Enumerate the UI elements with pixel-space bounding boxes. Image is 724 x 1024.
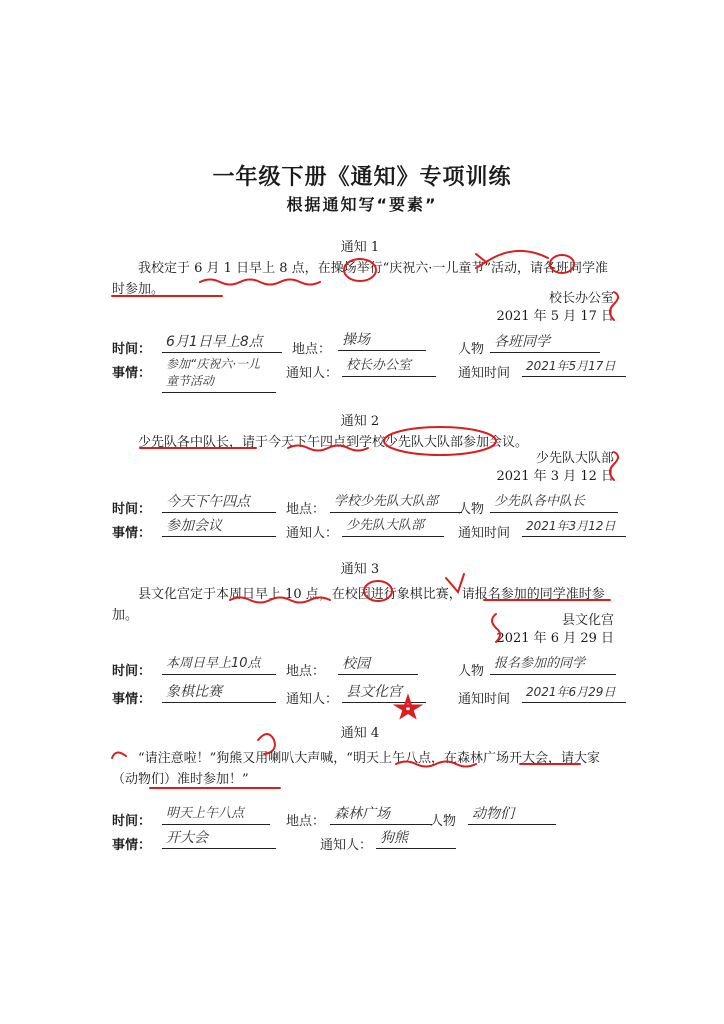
notice-2-time-answer: 今天下午四点 bbox=[162, 492, 276, 513]
notice-2-notice-time-answer: 2021年3月12日 bbox=[522, 516, 626, 537]
notice-2-event-label: 事情： bbox=[112, 526, 152, 541]
notice-4-notifier-label: 通知人： bbox=[320, 838, 373, 853]
notice-1-signature bbox=[450, 290, 614, 326]
notice-2-heading: 通知 2 bbox=[340, 414, 380, 429]
notice-1-date: 2021 年 5 月 17 日 bbox=[496, 309, 614, 324]
notice-3-date: 2021 年 6 月 29 日 bbox=[496, 631, 614, 646]
notice-1-time-label: 时间： bbox=[112, 342, 152, 357]
notice-4-place-label: 地点： bbox=[286, 814, 326, 829]
notice-1-notice-time-label: 通知时间 bbox=[458, 366, 511, 381]
page-title: 一年级下册《通知》专项训练 bbox=[212, 165, 512, 190]
notice-1-people-label: 人物 bbox=[458, 342, 485, 357]
notice-3-event-answer: 象棋比赛 bbox=[162, 682, 276, 703]
notice-2-date: 2021 年 3 月 12 日 bbox=[496, 469, 614, 484]
notice-1-heading: 通知 1 bbox=[340, 240, 380, 255]
notice-4-notifier-answer: 狗熊 bbox=[376, 828, 456, 849]
notice-2-signature bbox=[450, 450, 614, 486]
notice-3-time-label: 时间： bbox=[112, 664, 152, 679]
notice-3-signature bbox=[450, 612, 614, 648]
notice-2-place-label: 地点： bbox=[286, 502, 326, 517]
notice-4-event-label: 事情： bbox=[112, 838, 152, 853]
notice-2-notice-time-label: 通知时间 bbox=[458, 526, 511, 541]
notice-3-signer: 县文化宫 bbox=[561, 613, 614, 628]
notice-4-place-answer: 森林广场 bbox=[330, 804, 432, 825]
notice-1-event-label: 事情： bbox=[112, 366, 152, 381]
notice-1-place-answer: 操场 bbox=[338, 330, 426, 351]
notice-1-notice-time-answer: 2021年5月17日 bbox=[522, 356, 626, 377]
notice-3-heading: 通知 3 bbox=[340, 562, 380, 577]
notice-2-time-label: 时间： bbox=[112, 502, 152, 517]
notice-1-notifier-label: 通知人： bbox=[286, 366, 339, 381]
notice-3-notice-time-answer: 2021年6月29日 bbox=[522, 682, 626, 703]
notice-2-place-answer: 学校少先队大队部 bbox=[330, 492, 462, 513]
notice-1-people-answer: 各班同学 bbox=[490, 332, 600, 353]
notice-1-event-answer: 参加“庆祝六·一儿童节活动 bbox=[162, 356, 276, 393]
notice-4-people-label: 人物 bbox=[430, 814, 457, 829]
notice-4-event-answer: 开大会 bbox=[162, 828, 276, 849]
notice-3-body: 县文化宫定于本周日早上 10 点，在校园进行象棋比赛，请报名参加的同学准时参加。 bbox=[112, 587, 605, 623]
notice-4-people-answer: 动物们 bbox=[468, 804, 556, 825]
page-subtitle: 根据通知写“要素” bbox=[286, 195, 438, 214]
notice-3-people-label: 人物 bbox=[458, 664, 485, 679]
notice-2-event-answer: 参加会议 bbox=[162, 516, 276, 537]
notice-1-notifier-answer: 校长办公室 bbox=[342, 356, 436, 377]
notice-2-people-answer: 少先队各中队长 bbox=[490, 492, 618, 513]
notice-3-notice-time-label: 通知时间 bbox=[458, 692, 511, 707]
notice-2-body: 少先队各中队长，请于今天下午四点到学校少先队大队部参加会议。 bbox=[138, 435, 529, 450]
notice-3-time-answer: 本周日早上10点 bbox=[162, 654, 276, 675]
notice-3-notifier-answer: 县文化宫 bbox=[342, 682, 426, 703]
notice-3-people-answer: 报名参加的同学 bbox=[490, 654, 616, 675]
notice-3-event-label: 事情： bbox=[112, 692, 152, 707]
notice-1-time-answer: 6月1日早上8点 bbox=[162, 332, 282, 353]
notice-2-notifier-label: 通知人： bbox=[286, 526, 339, 541]
notice-3-place-answer: 校园 bbox=[338, 654, 418, 675]
notice-2-notifier-answer: 少先队大队部 bbox=[342, 516, 444, 537]
notice-2-signer: 少先队大队部 bbox=[535, 451, 614, 466]
notice-4-time-label: 时间： bbox=[112, 814, 152, 829]
notice-1-body: 我校定于 6 月 1 日早上 8 点，在操场举行“庆祝六·一儿童节”活动，请各班同学准时参加。 bbox=[112, 261, 609, 297]
notice-4-time-answer: 明天上午八点 bbox=[162, 804, 270, 825]
notice-4-heading: 通知 4 bbox=[340, 726, 380, 741]
notice-3-notifier-label: 通知人： bbox=[286, 692, 339, 707]
notice-2-people-label: 人物 bbox=[458, 502, 485, 517]
notice-1-signer: 校长办公室 bbox=[548, 291, 614, 306]
notice-4-body: “请注意啦！”狗熊又用喇叭大声喊，“明天上午八点，在森林广场开大会，请大家（动物们）准时参加！” bbox=[112, 751, 600, 787]
notice-1-place-label: 地点： bbox=[292, 342, 332, 357]
notice-3-place-label: 地点： bbox=[286, 664, 326, 679]
